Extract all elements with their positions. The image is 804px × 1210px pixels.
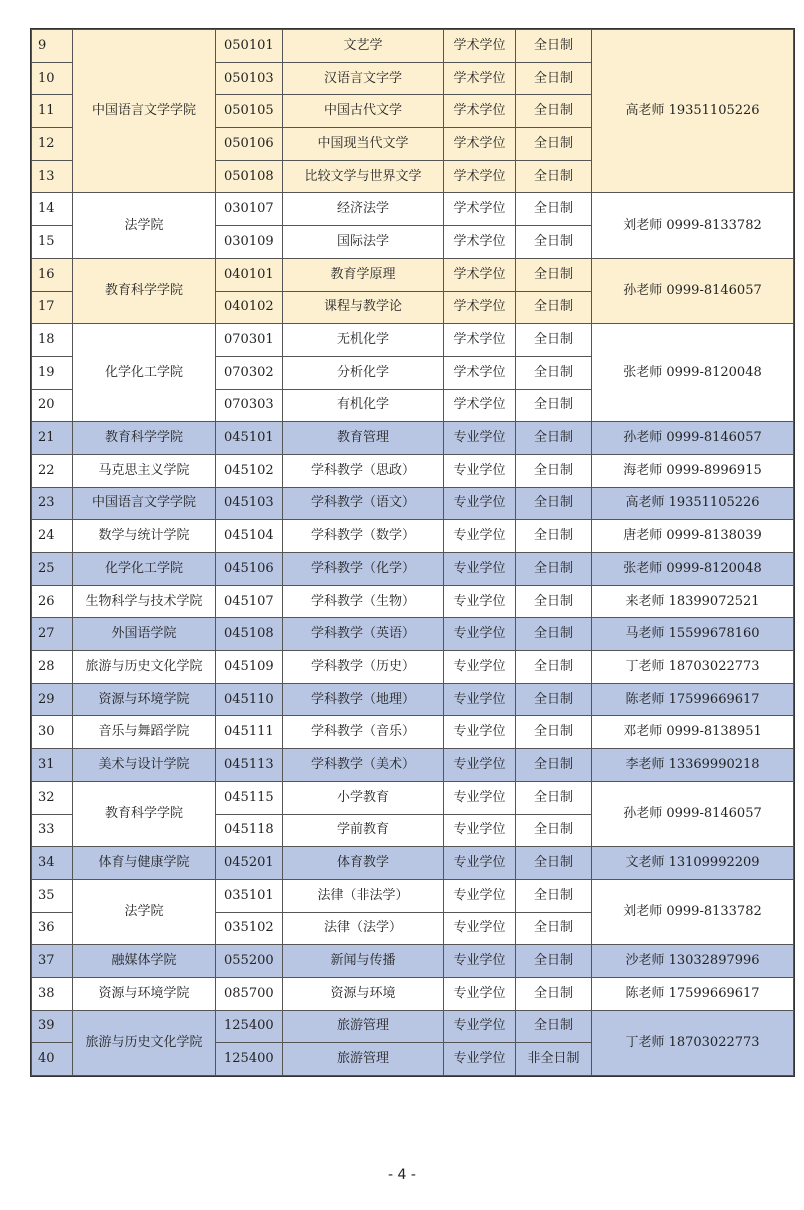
row-number: 30 [32, 716, 73, 749]
table-row [32, 324, 794, 357]
study-mode: 全日制 [516, 422, 592, 455]
contact-cell: 来老师 18399072521 [592, 585, 794, 618]
study-mode: 全日制 [516, 585, 592, 618]
major-name: 分析化学 [283, 356, 444, 389]
major-code: 050108 [216, 160, 283, 193]
study-mode: 全日制 [516, 62, 592, 95]
college-cell: 化学化工学院 [73, 324, 216, 422]
study-mode: 全日制 [516, 553, 592, 586]
row-number: 12 [32, 128, 73, 161]
major-name: 课程与教学论 [283, 291, 444, 324]
college-cell: 美术与设计学院 [73, 749, 216, 782]
major-name: 中国现当代文学 [283, 128, 444, 161]
major-code: 045109 [216, 651, 283, 684]
table-row [32, 847, 794, 880]
table-row [32, 716, 794, 749]
study-mode: 全日制 [516, 324, 592, 357]
college-cell: 旅游与历史文化学院 [73, 1010, 216, 1075]
major-code: 040102 [216, 291, 283, 324]
table-row [32, 879, 794, 912]
degree-type: 专业学位 [444, 749, 516, 782]
major-name: 学科教学（生物） [283, 585, 444, 618]
degree-type: 专业学位 [444, 553, 516, 586]
contact-cell: 孙老师 0999-8146057 [592, 258, 794, 323]
study-mode: 全日制 [516, 454, 592, 487]
degree-type: 专业学位 [444, 585, 516, 618]
row-number: 35 [32, 879, 73, 912]
degree-type: 专业学位 [444, 977, 516, 1010]
degree-type: 专业学位 [444, 847, 516, 880]
major-name: 学科教学（数学） [283, 520, 444, 553]
degree-type: 专业学位 [444, 879, 516, 912]
college-cell: 教育科学学院 [73, 781, 216, 846]
contact-cell: 刘老师 0999-8133782 [592, 193, 794, 258]
contact-cell: 高老师 19351105226 [592, 487, 794, 520]
degree-type: 专业学位 [444, 520, 516, 553]
degree-type: 学术学位 [444, 193, 516, 226]
college-cell: 法学院 [73, 879, 216, 944]
major-code: 045107 [216, 585, 283, 618]
study-mode: 全日制 [516, 749, 592, 782]
row-number: 22 [32, 454, 73, 487]
degree-type: 专业学位 [444, 781, 516, 814]
row-number: 23 [32, 487, 73, 520]
row-number: 27 [32, 618, 73, 651]
major-name: 学科教学（音乐） [283, 716, 444, 749]
degree-type: 专业学位 [444, 945, 516, 978]
study-mode: 全日制 [516, 716, 592, 749]
study-mode: 全日制 [516, 356, 592, 389]
row-number: 11 [32, 95, 73, 128]
major-code: 045103 [216, 487, 283, 520]
study-mode: 全日制 [516, 683, 592, 716]
major-code: 070301 [216, 324, 283, 357]
major-code: 045118 [216, 814, 283, 847]
major-name: 中国古代文学 [283, 95, 444, 128]
row-number: 9 [32, 30, 73, 63]
row-number: 18 [32, 324, 73, 357]
degree-type: 学术学位 [444, 160, 516, 193]
study-mode: 全日制 [516, 226, 592, 259]
major-code: 045111 [216, 716, 283, 749]
table-body [32, 30, 794, 1076]
row-number: 34 [32, 847, 73, 880]
college-cell: 教育科学学院 [73, 422, 216, 455]
study-mode: 全日制 [516, 977, 592, 1010]
major-name: 学科教学（地理） [283, 683, 444, 716]
contact-cell: 海老师 0999-8996915 [592, 454, 794, 487]
row-number: 20 [32, 389, 73, 422]
row-number: 19 [32, 356, 73, 389]
major-code: 045102 [216, 454, 283, 487]
table-row [32, 454, 794, 487]
study-mode: 全日制 [516, 847, 592, 880]
row-number: 16 [32, 258, 73, 291]
table-row [32, 258, 794, 291]
row-number: 21 [32, 422, 73, 455]
degree-type: 专业学位 [444, 651, 516, 684]
major-name: 学科教学（语文） [283, 487, 444, 520]
major-code: 045110 [216, 683, 283, 716]
major-name: 国际法学 [283, 226, 444, 259]
college-cell: 音乐与舞蹈学院 [73, 716, 216, 749]
degree-type: 专业学位 [444, 1043, 516, 1076]
study-mode: 全日制 [516, 912, 592, 945]
major-code: 045115 [216, 781, 283, 814]
row-number: 33 [32, 814, 73, 847]
table-row [32, 520, 794, 553]
contact-cell: 李老师 13369990218 [592, 749, 794, 782]
major-code: 045201 [216, 847, 283, 880]
major-code: 070303 [216, 389, 283, 422]
degree-type: 学术学位 [444, 356, 516, 389]
table-row [32, 30, 794, 63]
table-row [32, 618, 794, 651]
major-code: 085700 [216, 977, 283, 1010]
degree-type: 学术学位 [444, 291, 516, 324]
row-number: 31 [32, 749, 73, 782]
study-mode: 全日制 [516, 487, 592, 520]
major-code: 125400 [216, 1010, 283, 1043]
major-name: 有机化学 [283, 389, 444, 422]
degree-type: 学术学位 [444, 258, 516, 291]
contact-cell: 刘老师 0999-8133782 [592, 879, 794, 944]
degree-type: 学术学位 [444, 389, 516, 422]
degree-type: 学术学位 [444, 30, 516, 63]
row-number: 17 [32, 291, 73, 324]
degree-type: 专业学位 [444, 618, 516, 651]
major-name: 法律（非法学） [283, 879, 444, 912]
major-code: 070302 [216, 356, 283, 389]
major-code: 045101 [216, 422, 283, 455]
degree-type: 学术学位 [444, 324, 516, 357]
major-name: 学科教学（思政） [283, 454, 444, 487]
study-mode: 全日制 [516, 618, 592, 651]
study-mode: 全日制 [516, 520, 592, 553]
contact-cell: 邓老师 0999-8138951 [592, 716, 794, 749]
contact-cell: 孙老师 0999-8146057 [592, 422, 794, 455]
major-code: 055200 [216, 945, 283, 978]
college-cell: 化学化工学院 [73, 553, 216, 586]
degree-type: 学术学位 [444, 62, 516, 95]
major-name: 教育管理 [283, 422, 444, 455]
table-row [32, 683, 794, 716]
major-name: 学科教学（历史） [283, 651, 444, 684]
major-name: 教育学原理 [283, 258, 444, 291]
major-name: 小学教育 [283, 781, 444, 814]
major-code: 035102 [216, 912, 283, 945]
college-cell: 法学院 [73, 193, 216, 258]
college-cell: 马克思主义学院 [73, 454, 216, 487]
major-code: 125400 [216, 1043, 283, 1076]
row-number: 15 [32, 226, 73, 259]
table-row [32, 1010, 794, 1043]
study-mode: 全日制 [516, 258, 592, 291]
major-name: 学科教学（美术） [283, 749, 444, 782]
contact-cell: 丁老师 18703022773 [592, 651, 794, 684]
study-mode: 全日制 [516, 1010, 592, 1043]
degree-type: 专业学位 [444, 912, 516, 945]
major-code: 050105 [216, 95, 283, 128]
row-number: 25 [32, 553, 73, 586]
major-name: 体育教学 [283, 847, 444, 880]
study-mode: 全日制 [516, 291, 592, 324]
row-number: 38 [32, 977, 73, 1010]
college-cell: 资源与环境学院 [73, 977, 216, 1010]
major-name: 新闻与传播 [283, 945, 444, 978]
degree-type: 专业学位 [444, 716, 516, 749]
contact-cell: 陈老师 17599669617 [592, 977, 794, 1010]
major-name: 学科教学（英语） [283, 618, 444, 651]
contact-cell: 丁老师 18703022773 [592, 1010, 794, 1075]
degree-type: 学术学位 [444, 95, 516, 128]
row-number: 37 [32, 945, 73, 978]
study-mode: 全日制 [516, 30, 592, 63]
major-code: 035101 [216, 879, 283, 912]
contact-cell: 张老师 0999-8120048 [592, 324, 794, 422]
row-number: 40 [32, 1043, 73, 1076]
table-row [32, 781, 794, 814]
row-number: 28 [32, 651, 73, 684]
study-mode: 全日制 [516, 945, 592, 978]
table-row [32, 651, 794, 684]
degree-type: 专业学位 [444, 487, 516, 520]
degree-type: 专业学位 [444, 814, 516, 847]
major-name: 学前教育 [283, 814, 444, 847]
major-name: 旅游管理 [283, 1010, 444, 1043]
row-number: 10 [32, 62, 73, 95]
college-cell: 生物科学与技术学院 [73, 585, 216, 618]
admissions-table [31, 29, 794, 1076]
study-mode: 全日制 [516, 193, 592, 226]
row-number: 32 [32, 781, 73, 814]
row-number: 29 [32, 683, 73, 716]
major-code: 050101 [216, 30, 283, 63]
major-code: 030109 [216, 226, 283, 259]
major-code: 045108 [216, 618, 283, 651]
contact-cell: 陈老师 17599669617 [592, 683, 794, 716]
table-row [32, 487, 794, 520]
row-number: 39 [32, 1010, 73, 1043]
study-mode: 全日制 [516, 879, 592, 912]
major-name: 法律（法学） [283, 912, 444, 945]
college-cell: 资源与环境学院 [73, 683, 216, 716]
contact-cell: 张老师 0999-8120048 [592, 553, 794, 586]
contact-cell: 马老师 15599678160 [592, 618, 794, 651]
degree-type: 学术学位 [444, 226, 516, 259]
study-mode: 全日制 [516, 781, 592, 814]
college-cell: 中国语言文学学院 [73, 30, 216, 193]
major-name: 文艺学 [283, 30, 444, 63]
row-number: 13 [32, 160, 73, 193]
college-cell: 外国语学院 [73, 618, 216, 651]
study-mode: 全日制 [516, 389, 592, 422]
table-row [32, 977, 794, 1010]
study-mode: 全日制 [516, 814, 592, 847]
major-name: 经济法学 [283, 193, 444, 226]
college-cell: 旅游与历史文化学院 [73, 651, 216, 684]
study-mode: 非全日制 [516, 1043, 592, 1076]
major-code: 050106 [216, 128, 283, 161]
major-name: 资源与环境 [283, 977, 444, 1010]
contact-cell: 唐老师 0999-8138039 [592, 520, 794, 553]
major-code: 045113 [216, 749, 283, 782]
table-row [32, 553, 794, 586]
college-cell: 数学与统计学院 [73, 520, 216, 553]
row-number: 26 [32, 585, 73, 618]
college-cell: 体育与健康学院 [73, 847, 216, 880]
contact-cell: 高老师 19351105226 [592, 30, 794, 193]
college-cell: 教育科学学院 [73, 258, 216, 323]
row-number: 24 [32, 520, 73, 553]
college-cell: 融媒体学院 [73, 945, 216, 978]
table-row [32, 749, 794, 782]
table-row [32, 585, 794, 618]
major-code: 045106 [216, 553, 283, 586]
study-mode: 全日制 [516, 651, 592, 684]
table-row [32, 945, 794, 978]
degree-type: 专业学位 [444, 683, 516, 716]
contact-cell: 文老师 13109992209 [592, 847, 794, 880]
study-mode: 全日制 [516, 160, 592, 193]
major-code: 040101 [216, 258, 283, 291]
major-name: 比较文学与世界文学 [283, 160, 444, 193]
major-code: 050103 [216, 62, 283, 95]
college-cell: 中国语言文学学院 [73, 487, 216, 520]
study-mode: 全日制 [516, 95, 592, 128]
table-row [32, 193, 794, 226]
table-row [32, 422, 794, 455]
degree-type: 学术学位 [444, 128, 516, 161]
row-number: 14 [32, 193, 73, 226]
degree-type: 专业学位 [444, 454, 516, 487]
major-code: 045104 [216, 520, 283, 553]
degree-type: 专业学位 [444, 1010, 516, 1043]
contact-cell: 孙老师 0999-8146057 [592, 781, 794, 846]
major-name: 学科教学（化学） [283, 553, 444, 586]
major-name: 旅游管理 [283, 1043, 444, 1076]
row-number: 36 [32, 912, 73, 945]
major-name: 无机化学 [283, 324, 444, 357]
degree-type: 专业学位 [444, 422, 516, 455]
major-name: 汉语言文字学 [283, 62, 444, 95]
contact-cell: 沙老师 13032897996 [592, 945, 794, 978]
page-number: - 4 - [388, 1167, 416, 1183]
study-mode: 全日制 [516, 128, 592, 161]
major-code: 030107 [216, 193, 283, 226]
